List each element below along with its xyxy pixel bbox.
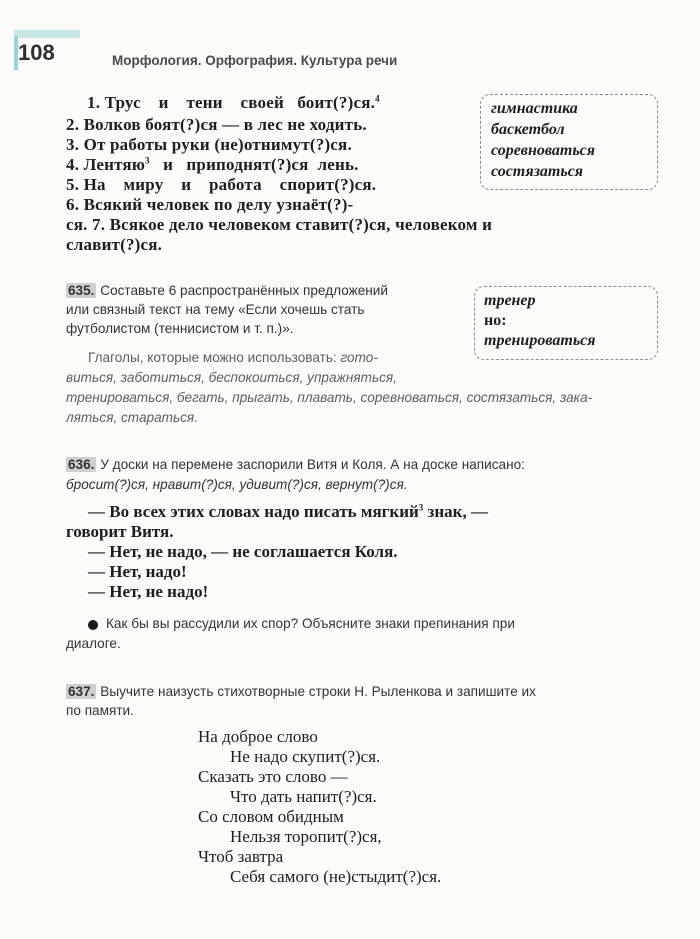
task-635-verbs-line-1: Глаголы, которые можно использовать: гото- xyxy=(88,350,378,365)
task-635-verbs-line-2: виться, заботиться, беспокоиться, упражняться, xyxy=(66,370,397,385)
page-title: Морфология. Орфография. Культура речи xyxy=(112,53,398,68)
poem-line-6: Нельзя торопит(?)ся, xyxy=(230,827,382,846)
header-accent-top xyxy=(14,30,80,38)
box-word-train: тренироваться xyxy=(484,332,596,349)
task-635-line-3: футболистом (теннисистом и т. п.)». xyxy=(66,321,294,336)
box-word-trainer: тренер xyxy=(484,292,536,309)
dialog-line-3: — Нет, не надо, — не соглашается Коля. xyxy=(88,542,398,561)
task-number-637: 637. xyxy=(68,684,95,699)
page-number: 108 xyxy=(18,40,55,65)
dialog-line-4: — Нет, надо! xyxy=(88,562,187,581)
proverb-line-6: 6. Всякий человек по делу узнаёт(?)- xyxy=(66,195,354,214)
box-word-compete: соревноваться xyxy=(491,142,595,159)
poem-line-8: Себя самого (не)стыдит(?)ся. xyxy=(230,867,442,886)
task-636-line-2: бросит(?)ся, нравит(?)ся, удивит(?)ся, вернут(?)ся. xyxy=(66,477,408,492)
poem-line-1: На доброе слово xyxy=(198,727,318,746)
task-636-line-1: 636. У доски на перемене заспорили Витя и Коля. А на доске написано: xyxy=(68,457,525,472)
poem-line-5: Со словом обидным xyxy=(198,807,344,826)
task-635-line-2: или связный текст на тему «Если хочешь стать xyxy=(66,302,365,317)
dialog-line-2: говорит Витя. xyxy=(66,522,174,541)
task-637-line-1: 637. Выучите наизусть стихотворные строки Н. Рыленкова и запишите их xyxy=(68,684,536,699)
proverb-line-7: ся. 7. Всякое дело человеком ставит(?)ся, человеком и xyxy=(66,215,493,234)
bullet-icon xyxy=(88,620,98,630)
task-number-635: 635. xyxy=(68,283,95,298)
box-word-contest: состязаться xyxy=(491,163,584,180)
proverb-line-5: 5. На миру и работа спорит(?)ся. xyxy=(66,175,377,194)
proverb-line-8: славит(?)ся. xyxy=(66,235,163,254)
dialog-line-5: — Нет, не надо! xyxy=(88,582,209,601)
task-636-question-line-2: диалоге. xyxy=(66,636,121,651)
task-635-verbs-line-4: ляться, стараться. xyxy=(66,410,198,425)
box-word-but: но: xyxy=(484,312,507,329)
poem-line-7: Чтоб завтра xyxy=(198,847,284,866)
poem-line-4: Что дать напит(?)ся. xyxy=(230,787,377,806)
task-635-verbs-line-3: тренироваться, бегать, прыгать, плавать, соревноваться, состязаться, зака- xyxy=(66,390,593,405)
proverb-line-3: 3. От работы руки (не)отнимут(?)ся. xyxy=(66,135,352,154)
task-635-line-1: 635. Составьте 6 распространённых предложений xyxy=(68,283,388,298)
box-word-basketball: баскетбол xyxy=(491,121,565,138)
dialog-line-1: — Во всех этих словах надо писать мягкий$^3$ знак, — xyxy=(88,502,488,521)
task-number-636: 636. xyxy=(68,457,95,472)
poem-line-3: Сказать это слово — xyxy=(198,767,348,786)
task-637-line-2: по памяти. xyxy=(66,703,134,718)
proverb-line-4: 4. Лентяю$^3$ и приподнят(?)ся лень. xyxy=(66,155,359,174)
proverb-line-1: 1. Трус и тени своей боит(?)ся.$^4$ xyxy=(87,93,380,112)
poem-line-2: Не надо скупит(?)ся. xyxy=(230,747,381,766)
box-word-gymnastics: гимнастика xyxy=(491,100,578,117)
proverb-line-2: 2. Волков боят(?)ся — в лес не ходить. xyxy=(66,115,367,134)
task-636-question-line-1: Как бы вы рассудили их спор? Объясните знаки препинания при xyxy=(106,616,515,631)
